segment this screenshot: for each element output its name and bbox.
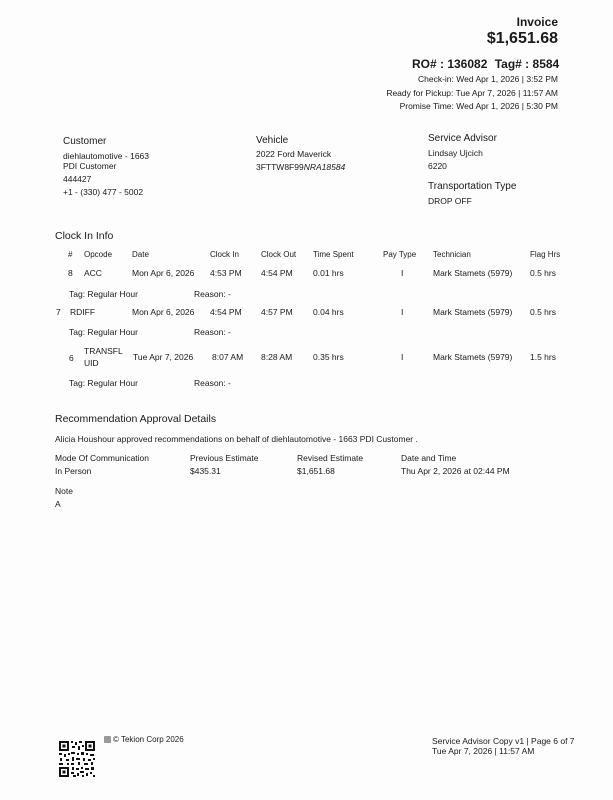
rec-col-previous: Previous Estimate bbox=[190, 453, 259, 463]
customer-name-2: PDI Customer bbox=[63, 161, 117, 171]
col-date: Date bbox=[132, 250, 149, 259]
row-opcode: ACC bbox=[84, 268, 102, 278]
row-opcode-cont: UID bbox=[84, 358, 99, 368]
row-clock-out: 4:57 PM bbox=[261, 307, 293, 317]
copy-info: Service Advisor Copy v1 | Page 6 of 7 bbox=[432, 736, 575, 746]
copyright: © Tekion Corp 2026 bbox=[113, 735, 184, 744]
row-clock-out: 4:54 PM bbox=[261, 268, 293, 278]
row-tag: Tag: Regular Hour bbox=[69, 289, 138, 299]
tekion-logo-icon bbox=[104, 736, 111, 743]
rec-previous-value: $435.31 bbox=[190, 466, 221, 476]
row-clock-in: 8:07 AM bbox=[212, 352, 244, 362]
ro-number: RO# : 136082 bbox=[412, 57, 488, 71]
document-type: Invoice bbox=[516, 15, 558, 29]
rec-col-mode: Mode Of Communication bbox=[55, 453, 150, 463]
row-num: 7 bbox=[56, 307, 61, 317]
row-pay-type: I bbox=[401, 352, 404, 362]
print-timestamp: Tue Apr 7, 2026 | 11:57 AM bbox=[432, 746, 535, 756]
vehicle-model: 2022 Ford Maverick bbox=[256, 149, 332, 159]
row-tag: Tag: Regular Hour bbox=[69, 327, 138, 337]
row-date: Mon Apr 6, 2026 bbox=[132, 268, 195, 278]
promise-time: Promise Time: Wed Apr 1, 2026 | 5:30 PM bbox=[399, 101, 558, 111]
invoice-total: $1,651.68 bbox=[486, 30, 558, 47]
rec-col-revised: Revised Estimate bbox=[297, 453, 364, 463]
transportation-heading: Transportation Type bbox=[428, 181, 517, 192]
check-in-time: Check-in: Wed Apr 1, 2026 | 3:52 PM bbox=[417, 74, 558, 84]
rec-mode-value: In Person bbox=[55, 466, 92, 476]
row-opcode: TRANSFL bbox=[84, 346, 123, 356]
row-clock-in: 4:53 PM bbox=[210, 268, 242, 278]
row-reason: Reason: - bbox=[194, 289, 231, 299]
row-technician: Mark Stamets (5979) bbox=[433, 268, 513, 278]
col-opcode: Opcode bbox=[84, 250, 113, 259]
row-flag-hrs: 1.5 hrs bbox=[530, 352, 556, 362]
col-technician: Technician bbox=[433, 250, 471, 259]
vehicle-heading: Vehicle bbox=[256, 135, 289, 146]
row-clock-out: 8:28 AM bbox=[261, 352, 293, 362]
clock-in-title: Clock In Info bbox=[55, 230, 114, 242]
row-time-spent: 0.01 hrs bbox=[313, 268, 344, 278]
recommendation-title: Recommendation Approval Details bbox=[55, 413, 217, 425]
row-pay-type: I bbox=[401, 268, 404, 278]
vin-prefix: 3FTTW8F99 bbox=[256, 162, 304, 172]
row-opcode: RDIFF bbox=[70, 307, 96, 317]
transportation-value: DROP OFF bbox=[428, 196, 472, 206]
col-clock-out: Clock Out bbox=[261, 250, 297, 259]
row-time-spent: 0.35 hrs bbox=[313, 352, 344, 362]
col-clock-in: Clock In bbox=[210, 250, 239, 259]
ro-tag-line bbox=[412, 57, 559, 71]
recommendation-text: Alicia Houshour approved recommendations on behalf of diehlautomotive - 1663 PDI Customer . bbox=[55, 434, 418, 444]
customer-name: diehlautomotive - 1663 bbox=[63, 151, 150, 161]
row-flag-hrs: 0.5 hrs bbox=[530, 268, 556, 278]
row-tag: Tag: Regular Hour bbox=[69, 378, 138, 388]
col-pay-type: Pay Type bbox=[383, 250, 417, 259]
service-advisor-name: Lindsay Ujcich bbox=[428, 148, 483, 158]
row-technician: Mark Stamets (5979) bbox=[433, 307, 513, 317]
row-technician: Mark Stamets (5979) bbox=[433, 352, 513, 362]
vin-suffix: NRA18584 bbox=[303, 162, 346, 172]
row-date: Tue Apr 7, 2026 bbox=[133, 352, 194, 362]
vehicle-vin bbox=[256, 162, 345, 172]
row-pay-type: I bbox=[401, 307, 404, 317]
row-date: Mon Apr 6, 2026 bbox=[132, 307, 195, 317]
row-num: 8 bbox=[68, 268, 73, 278]
customer-heading: Customer bbox=[63, 136, 107, 147]
customer-phone: +1 - (330) 477 - 5002 bbox=[63, 187, 144, 197]
row-reason: Reason: - bbox=[194, 327, 231, 337]
row-time-spent: 0.04 hrs bbox=[313, 307, 344, 317]
col-num: # bbox=[68, 250, 73, 259]
ready-for-pickup-time: Ready for Pickup: Tue Apr 7, 2026 | 11:57 AM bbox=[386, 88, 558, 98]
tag-number: Tag# : 8584 bbox=[494, 57, 560, 71]
copyright-line bbox=[104, 735, 184, 744]
note-label: Note bbox=[55, 486, 73, 496]
rec-col-datetime: Date and Time bbox=[401, 453, 457, 463]
customer-id: 444427 bbox=[63, 174, 92, 184]
col-time-spent: Time Spent bbox=[313, 250, 354, 259]
row-clock-in: 4:54 PM bbox=[210, 307, 242, 317]
col-flag-hrs: Flag Hrs bbox=[530, 250, 561, 259]
service-advisor-heading: Service Advisor bbox=[428, 133, 497, 144]
rec-datetime-value: Thu Apr 2, 2026 at 02:44 PM bbox=[401, 466, 510, 476]
row-flag-hrs: 0.5 hrs bbox=[530, 307, 556, 317]
row-num: 6 bbox=[69, 353, 74, 363]
rec-revised-value: $1,651.68 bbox=[297, 466, 335, 476]
qr-code-icon bbox=[58, 740, 96, 778]
note-value: A bbox=[55, 499, 61, 509]
service-advisor-id: 6220 bbox=[428, 161, 447, 171]
row-reason: Reason: - bbox=[194, 378, 231, 388]
